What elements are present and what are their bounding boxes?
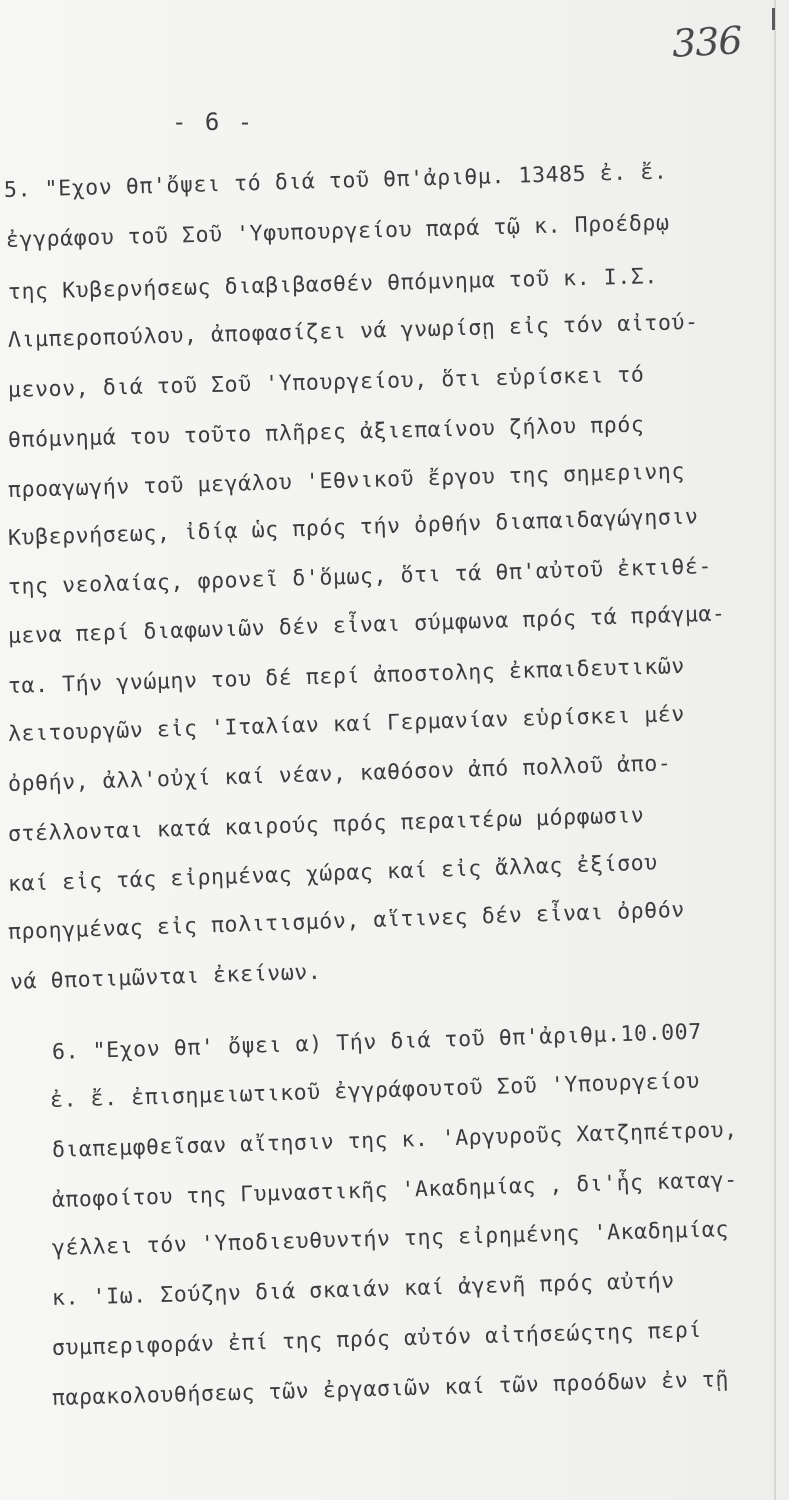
text-line: κ. 'Ιω. Σούζην διά σκαιάν καί ἀγενῆ πρός αὐτήν xyxy=(51,1268,676,1311)
text-line: 6. "Εχον θπ' ὄψει α) Τήν διά τοῦ θπ'ἀριθμ.10.007 xyxy=(51,1019,703,1065)
page-number: - 6 - xyxy=(172,108,255,136)
edge-mark xyxy=(772,8,775,30)
text-line: της Κυβερνήσεως διαβιβασθέν θπόμνημα τοῦ κ. Ι.Σ. xyxy=(7,264,659,305)
text-line: γέλλει τόν 'Υποδιευθυντήν της εἰρημένης 'Ακαδημίας xyxy=(51,1217,730,1261)
text-line: ἐ. ἔ. ἐπισημειωτικοῦ ἐγγράφουτοῦ Σοῦ 'Υπουργείου xyxy=(49,1068,701,1113)
text-line: διαπεμφθεῖσαν αἴτησιν της κ. 'Αργυροῦς Χατζηπέτρου, xyxy=(51,1117,738,1163)
text-line: καί εἰς τάς εἰρημένας χώρας καί εἰς ἄλλας ἐξίσου xyxy=(7,850,659,897)
text-line: στέλλονται κατά καιρούς πρός περαιτέρω μόρφωσιν xyxy=(7,803,645,847)
text-line: συμπεριφοράν ἐπί της πρός αὐτόν αἰτήσεώςτης περί xyxy=(51,1317,703,1361)
text-line: παρακολουθήσεως τῶν ἐργασιῶν καί τῶν προόδων ἐν τῇ xyxy=(51,1367,730,1411)
text-line: προηγμένας εἰς πολιτισμόν, αἵτινες δέν εἶναι ὀρθόν xyxy=(7,897,686,945)
page-edge xyxy=(774,0,776,1500)
text-line: προαγωγήν τοῦ μεγάλου 'Εθνικοῦ ἔργου της σημερινης xyxy=(7,459,686,503)
text-line: μενα περί διαφωνιῶν δέν εἶναι σύμφωνα πρός τά πράγμα- xyxy=(7,601,726,649)
folio-number: 336 xyxy=(670,18,743,66)
text-line: της νεολαίας, φρονεῖ δ'ὅμως, ὅτι τά θπ'αὐτοῦ ἐκτιθέ- xyxy=(7,554,713,600)
text-line: τα. Τήν γνώμην του δέ περί ἀποστολης ἐκπαιδευτικῶν xyxy=(7,653,686,699)
text-line: 5. "Εχον θπ'ὄψει τό διά τοῦ θπ'ἀριθμ. 13485 ἐ. ἔ. xyxy=(3,159,668,203)
text-line: Κυβερνήσεως, ἰδίᾳ ὡς πρός τήν ὀρθήν διαπαιδαγώγησιν xyxy=(7,504,699,551)
text-line: μενον, διά τοῦ Σοῦ 'Υπουργείου, ὅτι εὑρίσκει τό xyxy=(7,362,645,403)
text-line: θπόμνημά του τοῦτο πλῆρες ἀξιεπαίνου ζήλου πρός xyxy=(7,412,645,453)
text-line: ἀποφοίτου της Γυμναστικῆς 'Ακαδημίας , δι'ἧς καταγ- xyxy=(51,1167,738,1213)
text-line: λειτουργῶν εἰς 'Ιταλίαν καί Γερμανίαν εὑρίσκει μέν xyxy=(7,701,686,747)
text-line: ὀρθήν, ἀλλ'οὐχί καί νέαν, καθόσον ἀπό πολλοῦ ἀπο- xyxy=(7,751,672,797)
text-line: ἐγγράφου τοῦ Σοῦ 'Υφυπουργείου παρά τῷ κ. Προέδρῳ xyxy=(5,210,670,253)
text-line: νά θποτιμῶνται ἐκείνων. xyxy=(9,959,322,995)
text-line: Λιμπεροπούλου, ἀποφασίζει νά γνωρίσῃ εἰς τόν αἰτού- xyxy=(7,309,699,353)
